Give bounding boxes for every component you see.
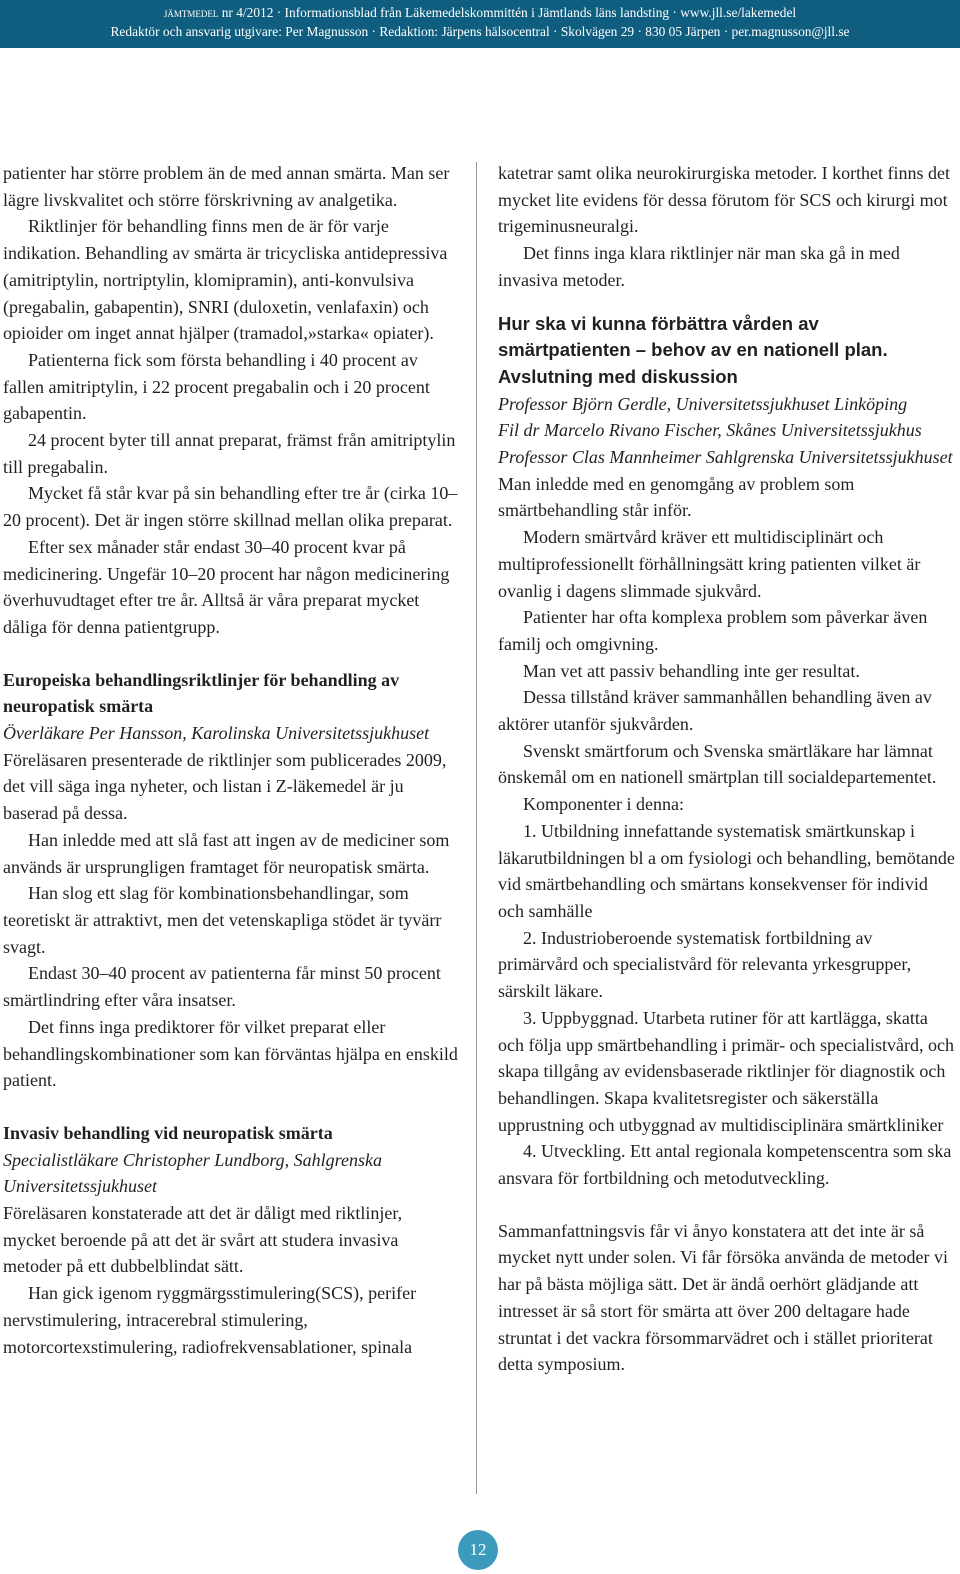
- list-item: 1. Utbildning innefattande systematisk smärtkunskap i läkarutbildningen bl a om fysiologi och behandling, bemötande vid smärtbehandling och smärtans konsekvenser för individ och samhälle: [498, 820, 955, 921]
- paragraph: katetrar samt olika neurokirurgiska metoder. I korthet finns det mycket lite evidens för dessa förutom för SCS och kirurgi mot trigeminusneuralgi.: [498, 163, 951, 237]
- paragraph: Efter sex månader står endast 30–40 procent kvar på medicinering. Ungefär 10–20 procent har någon medicinering överhuvudtaget efter tre år. Alltså är våra preparat mycket dåliga för denna patientgrupp.: [3, 536, 450, 637]
- paragraph: Föreläsaren konstaterade att det är dåligt med riktlinjer, mycket beroende på att det är svårt att studera invasiva metoder på ett dubbelblindat sätt.: [3, 1203, 403, 1277]
- masthead-line-1: [0, 3, 960, 22]
- right-column: [498, 160, 956, 1378]
- paragraph: Föreläsaren presenterade de riktlinjer som publicerades 2009, det vill säga inga nyheter, och listan i Z-läkemedel är ju baserad på dessa.: [3, 749, 447, 824]
- paragraph: Dessa tillstånd kräver sammanhållen behandling även av aktörer utanför sjukvården.: [498, 687, 932, 735]
- page-number-badge: 12: [458, 1530, 498, 1570]
- section-heading: Europeiska behandlingsriktlinjer för behandling av neuropatisk smärta: [3, 669, 400, 717]
- newsletter-brand: jämtmedel: [163, 5, 219, 20]
- paragraph: Man inledde med en genomgång av problem som smärtbehandling står inför.: [498, 473, 855, 521]
- speaker-byline: Professor Clas Mannheimer Sahlgrenska Universitetssjukhuset: [498, 447, 953, 468]
- list-item: 2. Industrioberoende systematisk fortbildning av primärvård och specialistvård för relevanta yrkesgrupper, särskilt läkare.: [498, 927, 912, 1002]
- paragraph: Han gick igenom ryggmärgsstimulering(SCS), perifer nervstimulering, intracerebral stimulering, motorcortexstimulering, radiofrekvensablationer, spinala: [3, 1283, 417, 1357]
- list-item: 4. Utveckling. Ett antal regionala kompetenscentra som ska ansvara för fortbildning och metodutveckling.: [498, 1141, 952, 1189]
- paragraph: Det finns inga prediktorer för vilket preparat eller behandlingskombinationer som kan förväntas hjälpa en enskild patient.: [3, 1016, 458, 1091]
- summary-paragraph: Sammanfattningsvis får vi ånyo konstatera att det inte är så mycket nytt under solen. Vi får försöka använda de metoder vi har på bästa möjliga sätt. Det är ändå oerhört glädjande att intresset är så stort för smärta att över 200 deltagare hade struntat i det vackra försommarvädret och i stället prioriterat detta symposium.: [498, 1220, 948, 1375]
- masthead-line-1-text: nr 4/2012 · Informationsblad från Läkemedelskommittén i Jämtlands läns landsting · www.jll.se/lakemedel: [218, 5, 797, 20]
- masthead-line-2: Redaktör och ansvarig utgivare: Per Magnusson · Redaktion: Järpens hälsocentral · Skolvägen 29 · 830 05 Järpen · per.magnusson@jll.se: [110, 24, 850, 39]
- speaker-byline: Överläkare Per Hansson, Karolinska Universitetssjukhuset: [3, 723, 430, 744]
- speaker-byline: Fil dr Marcelo Rivano Fischer, Skånes Universitetssjukhus: [498, 420, 922, 441]
- speaker-byline: Professor Björn Gerdle, Universitetssjukhuset Linköping: [498, 393, 908, 414]
- paragraph: 24 procent byter till annat preparat, främst från amitriptylin till pregabalin.: [3, 430, 456, 477]
- paragraph: Modern smärtvård kräver ett multidisciplinärt och multiprofessionellt förhållningsätt kring patienten vilket är ovanlig i dagens slimmade sjukvård.: [498, 527, 921, 601]
- paragraph: Mycket få står kvar på sin behandling efter tre år (cirka 10–20 procent). Det är ingen större skillnad mellan olika preparat.: [3, 483, 458, 531]
- column-divider: [476, 162, 477, 1494]
- masthead: [0, 0, 960, 48]
- paragraph: Svenskt smärtforum och Svenska smärtläkare har lämnat önskemål om en nationell smärtplan till socialdepartementet.: [498, 740, 937, 788]
- speaker-byline: Specialistläkare Christopher Lundborg, Sahlgrenska Universitetssjukhuset: [3, 1149, 382, 1197]
- section-heading: Invasiv behandling vid neuropatisk smärta: [3, 1122, 333, 1143]
- paragraph: Komponenter i denna:: [523, 794, 684, 815]
- paragraph: Patienterna fick som första behandling i 40 procent av fallen amitriptylin, i 22 procent pregabalin och i 20 procent gabapentin.: [3, 349, 430, 424]
- paragraph: Han slog ett slag för kombinationsbehandlingar, som teoretiskt är attraktivt, men det vetenskapliga stödet är tyvärr svagt.: [3, 883, 442, 957]
- list-item: 3. Uppbyggnad. Utarbeta rutiner för att kartlägga, skatta och följa upp smärtbehandling i primär- och specialistvård, och skapa tillgång av evidensbaserade riktlinjer för diagnostik och behandlingen. Skapa kvalitetsregister och säkerställa upprustning och utbyggnad av multidisciplinära smärtkliniker: [498, 1007, 955, 1135]
- paragraph: Endast 30–40 procent av patienterna får minst 50 procent smärtlindring efter våra insatser.: [3, 963, 441, 1011]
- paragraph: Man vet att passiv behandling inte ger resultat.: [523, 660, 860, 681]
- paragraph: Patienter har ofta komplexa problem som påverkar även familj och omgivning.: [498, 607, 928, 654]
- paragraph: Det finns inga klara riktlinjer när man ska gå in med invasiva metoder.: [498, 243, 900, 290]
- paragraph: patienter har större problem än de med annan smärta. Man ser lägre livskvalitet och större förskrivning av analgetika.: [3, 163, 450, 210]
- paragraph: Riktlinjer för behandling finns men de är för varje indikation. Behandling av smärta är tricycliska antidepressiva (amitriptylin, nortriptylin, klomipramin), anti-konvulsiva (pregabalin, gabapentin), SNRI (duloxetin, venlafaxin) och opioider om inget annat hjälper (tramadol,»starka« opiater).: [3, 216, 448, 344]
- section-heading: Hur ska vi kunna förbättra vården av smärtpatienten – behov av en nationell plan. Avslutning med diskussion: [498, 312, 888, 387]
- paragraph: Han inledde med att slå fast att ingen av de mediciner som används är ursprungligen framtaget för neuropatisk smärta.: [3, 829, 450, 877]
- left-column: [3, 160, 458, 1360]
